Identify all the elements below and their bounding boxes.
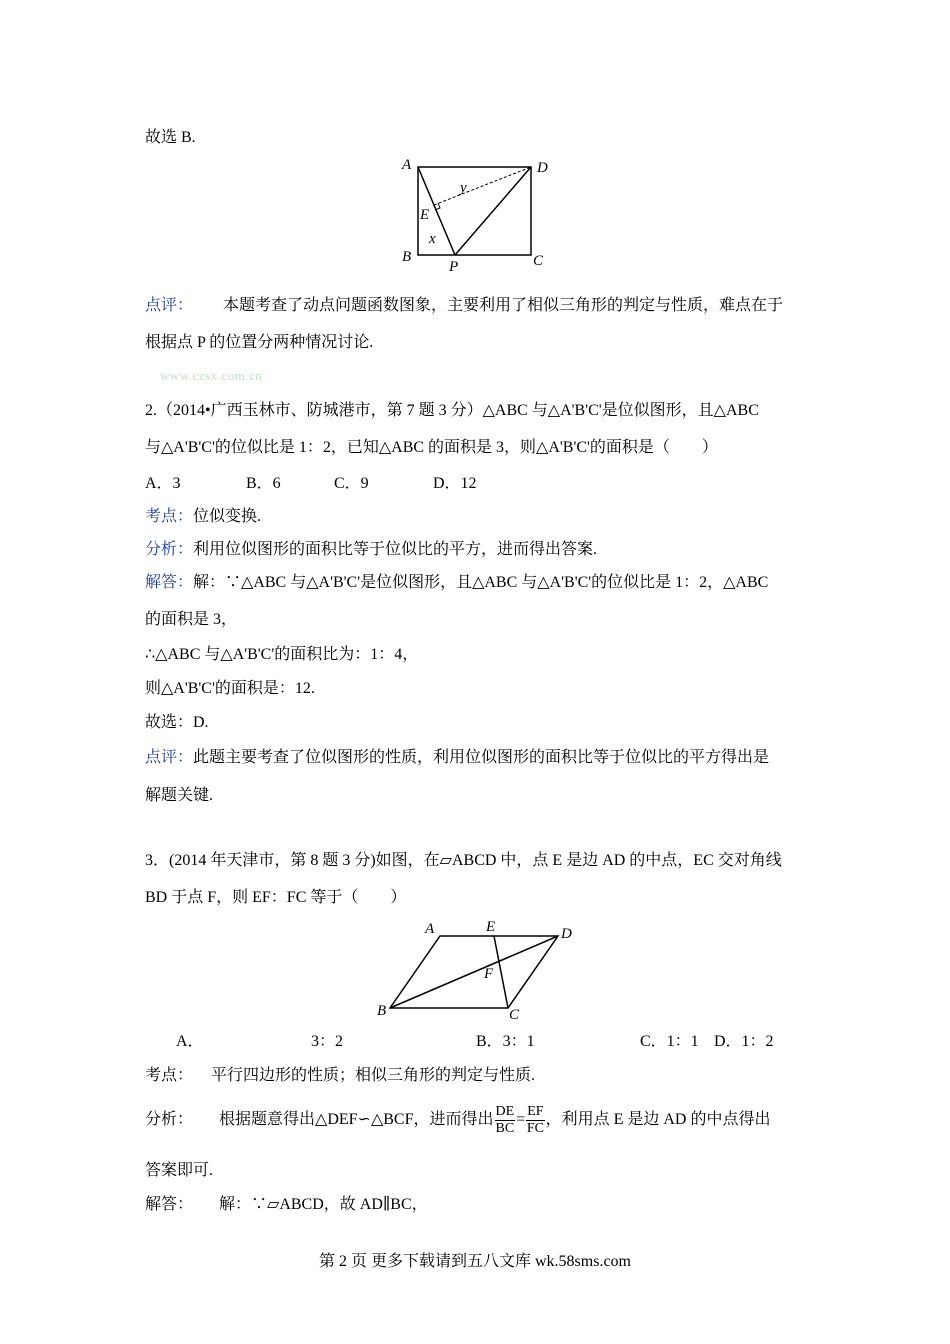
q3-kaodian-text: 平行四边形的性质；相似三角形的判定与性质. bbox=[211, 1067, 536, 1084]
q2-jieda-line5: 故选：D. bbox=[145, 714, 209, 731]
q3-kaodian-label: 考点： bbox=[145, 1067, 194, 1084]
q3-fenxi-post: ，利用点 E 是边 AD 的中点得出 bbox=[545, 1111, 771, 1128]
p-label-a: A bbox=[425, 921, 435, 937]
frac1-denominator: BC bbox=[495, 1120, 515, 1136]
fraction-de-bc bbox=[495, 1104, 516, 1137]
q2-dianping-line1 bbox=[145, 748, 769, 768]
comment1-line2: 根据点 P 的位置分两种情况讨论. bbox=[145, 334, 374, 351]
p-label-f: F bbox=[484, 966, 494, 982]
q2-option-a: A．3 bbox=[145, 475, 181, 492]
label-x: x bbox=[429, 231, 436, 247]
q2-jieda-line2: 的面积是 3， bbox=[145, 611, 238, 628]
frac1-numerator: DE bbox=[495, 1103, 515, 1119]
q2-option-b: B．6 bbox=[246, 475, 281, 492]
q2-jieda-text1: 解：∵△ABC 与△A'B'C'是位似图形，且△ABC 与△A'B'C'的位似比是 1：2，△ABC bbox=[193, 574, 769, 591]
p-label-e: E bbox=[486, 919, 496, 935]
q2-fenxi-label: 分析： bbox=[145, 541, 194, 558]
q3-fenxi-pre: 根据题意得出△DEF∽△BCF，进而得出 bbox=[219, 1111, 494, 1128]
figure-rectangle-abcd bbox=[400, 155, 560, 275]
frac2-numerator: EF bbox=[527, 1103, 544, 1119]
q3-option-a: A． bbox=[176, 1033, 204, 1050]
watermark: www.czsx.com.cn bbox=[160, 368, 263, 383]
label-a: A bbox=[402, 157, 412, 173]
comment1-label: 点评： bbox=[145, 297, 194, 314]
q3-jieda-label: 解答： bbox=[145, 1196, 194, 1213]
equals-sign: = bbox=[516, 1111, 526, 1128]
q2-stem-line1: 2.（2014•广西玉林市、防城港市，第 7 题 3 分）△ABC 与△A'B'C'是位似图形，且△ABC bbox=[145, 402, 759, 419]
q2-jieda-line3: ∴△ABC 与△A'B'C'的面积比为：1：4， bbox=[145, 646, 419, 663]
q2-stem-line2: 与△A'B'C'的位似比是 1：2，已知△ABC 的面积是 3，则△A'B'C'的面积是（ ） bbox=[145, 439, 718, 456]
q3-stem-line2: BD 于点 F，则 EF：FC 等于（ ） bbox=[145, 889, 407, 906]
p-label-d: D bbox=[561, 926, 572, 942]
q2-fenxi-text: 利用位似图形的面积比等于位似比的平方，进而得出答案. bbox=[193, 541, 598, 558]
q3-option-c: C．1：1 bbox=[640, 1033, 699, 1050]
label-y: y bbox=[460, 180, 467, 196]
p-label-b: B bbox=[377, 1003, 387, 1019]
comment1-line1 bbox=[145, 296, 783, 316]
label-c: C bbox=[533, 253, 544, 269]
q3-stem-line1: 3．(2014 年天津市，第 8 题 3 分)如图，在▱ABCD 中，点 E 是边 AD 的中点，EC 交对角线 bbox=[145, 852, 782, 869]
q2-kaodian bbox=[145, 507, 261, 527]
q2-jieda-line1 bbox=[145, 573, 768, 593]
q3-kaodian bbox=[145, 1066, 535, 1086]
q2-kaodian-label: 考点： bbox=[145, 508, 194, 525]
q3-fenxi-line1 bbox=[145, 1102, 770, 1138]
frac2-denominator: FC bbox=[526, 1120, 544, 1136]
q3-option-b: B．3：1 bbox=[476, 1033, 535, 1050]
q2-dianping-label: 点评： bbox=[145, 749, 194, 766]
label-e: E bbox=[420, 207, 430, 223]
q3-jieda-line1 bbox=[145, 1195, 428, 1215]
q2-jieda-label: 解答： bbox=[145, 574, 194, 591]
q2-dianping-line2: 解题关键. bbox=[145, 787, 214, 804]
q2-kaodian-text: 位似变换. bbox=[193, 508, 262, 525]
label-d: D bbox=[537, 160, 548, 176]
q3-option-d: D．1：2 bbox=[714, 1033, 774, 1050]
label-b: B bbox=[402, 249, 412, 265]
conclusion-text: 故选 B. bbox=[145, 129, 196, 146]
q2-dianping-text1: 此题主要考查了位似图形的性质，利用位似图形的面积比等于位似比的平方得出是 bbox=[193, 749, 770, 766]
q2-jieda-line4: 则△A'B'C'的面积是：12. bbox=[145, 680, 315, 697]
page-footer: 第 2 页 更多下载请到五八文库 wk.58sms.com bbox=[318, 1253, 631, 1270]
comment1-text1: 本题考查了动点问题函数图象，主要利用了相似三角形的判定与性质，难点在于 bbox=[223, 297, 784, 314]
q3-option-a-value: 3：2 bbox=[311, 1033, 344, 1050]
q3-fenxi-label: 分析： bbox=[145, 1111, 194, 1128]
fraction-ef-fc bbox=[526, 1104, 544, 1137]
q3-jieda-text1: 解：∵▱ABCD，故 AD∥BC， bbox=[219, 1196, 428, 1213]
p-label-c: C bbox=[509, 1007, 520, 1023]
q2-option-c: C．9 bbox=[334, 475, 369, 492]
q2-option-d: D．12 bbox=[433, 475, 477, 492]
q3-fenxi-line2: 答案即可. bbox=[145, 1162, 214, 1179]
figure-parallelogram-abcd bbox=[372, 915, 582, 1025]
label-p: P bbox=[449, 259, 459, 275]
q2-fenxi bbox=[145, 540, 597, 560]
